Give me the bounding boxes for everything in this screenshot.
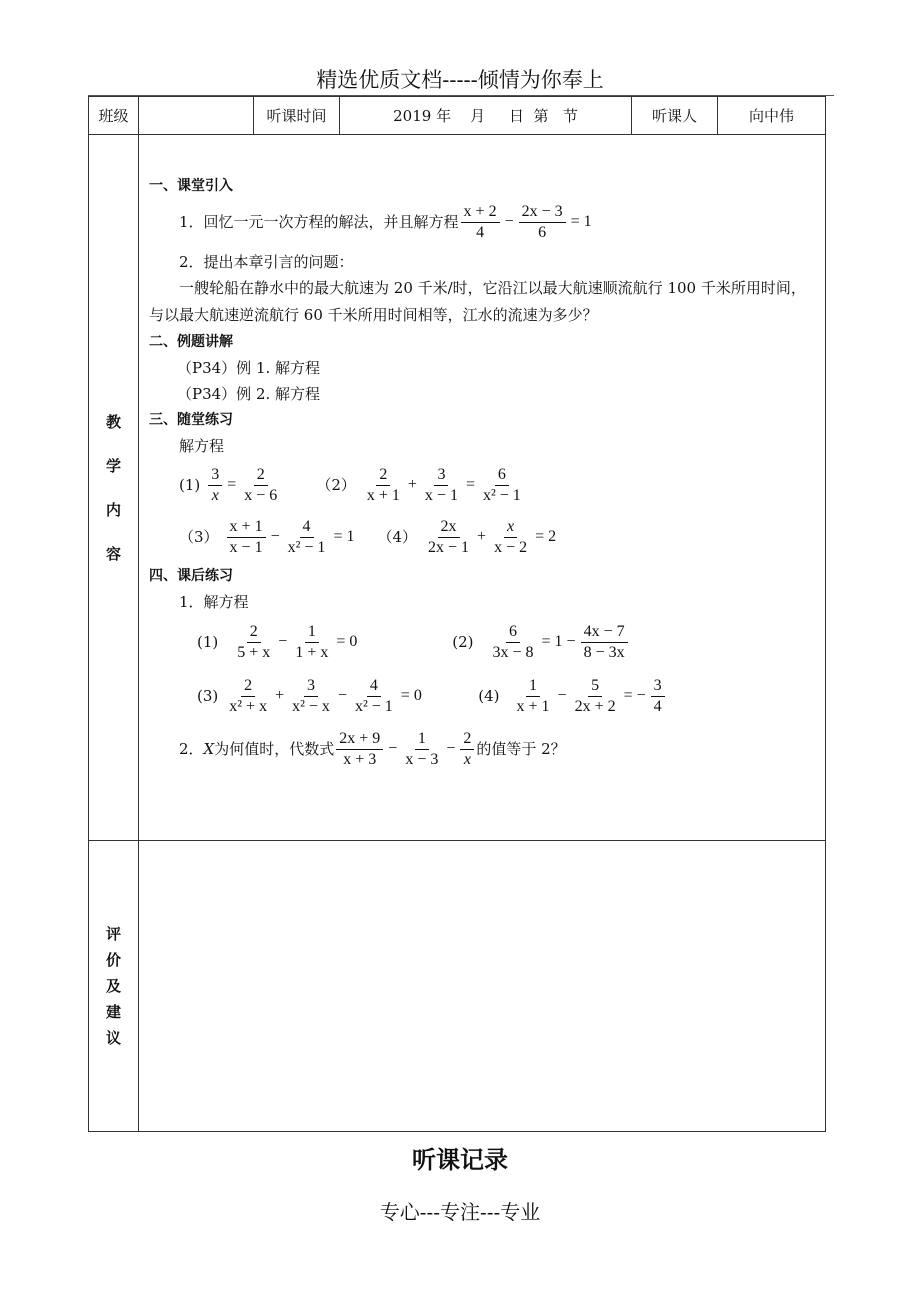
- example-2: （P34）例 2. 解方程: [177, 385, 321, 403]
- page-header: 精选优质文档-----倾情为你奉上: [316, 68, 604, 92]
- equation-homework-2: $\frac{6}{3x - 8}$ = 1 − $\frac{4x - 7}{8 - 3x}$: [488, 622, 630, 663]
- section-intro-title: 一、课堂引入: [149, 178, 233, 194]
- teaching-content: [139, 135, 826, 841]
- expression-question-2: $\frac{2x + 9}{x + 3}$ − $\frac{1}{x - 3}$ − $\frac{2}{x}$: [334, 729, 476, 770]
- section-homework-title: 四、课后练习: [149, 568, 233, 584]
- section-practice-title: 三、随堂练习: [149, 412, 233, 428]
- homework-row-1: (1) $\frac{2}{5 + x}$ − $\frac{1}{1 + x}$ = 0 (2) $\frac{6}{3x - 8}$ = 1 − $\frac{4x - 7}{8 - 3x}$: [149, 615, 815, 669]
- equation-homework-1: $\frac{2}{5 + x}$ − $\frac{1}{1 + x}$ = 0: [237, 622, 358, 661]
- equation-practice-4: $\frac{2x}{2x - 1}$ + $\frac{x}{x - 2}$ = 2: [428, 517, 557, 556]
- example-1: （P34）例 1. 解方程: [177, 359, 321, 377]
- time-label: 听课时间: [254, 97, 340, 135]
- intro-item-2: 2．提出本章引言的问题：: [179, 253, 354, 271]
- evaluation-label: 评 价 及 建 议: [89, 841, 139, 1132]
- practice-row-1: (1) $\frac{3}{x}$ = $\frac{2}{x - 6}$ （2） $\frac{2}{x + 1}$ + $\frac{3}{x - 1}$ = $\frac{6}{\text{x² − 1}}$: [149, 459, 815, 511]
- lesson-record-table: [88, 96, 826, 1132]
- homework-sub: 1．解方程: [179, 593, 249, 611]
- page-footer: 专心---专注---专业: [379, 1200, 541, 1224]
- homework-row-2: (3) $\frac{2}{\text{x² + x}}$ + $\frac{3}{\text{x² − x}}$ − $\frac{4}{\text{x² − 1}}$ = 0 (4) $\frac{1}{x + 1}$ − $\frac{5}{2x + 2}$ = − $\frac{3}{4}$: [149, 669, 815, 723]
- intro-problem: 一艘轮船在静水中的最大航速为 20 千米/时，它沿江以最大航速顺流航行 100 千米所用时间，与以最大航速逆流航行 60 千米所用时间相等，江水的流速为多少？: [149, 279, 806, 324]
- equation-practice-3: $\frac{x + 1}{x - 1}$ − $\frac{4}{\text{x² − 1}}$ = 1: [225, 517, 358, 558]
- homework-question-2: 2． X 为何值时，代数式 $\frac{2x + 9}{x + 3}$ − $\frac{1}{x - 3}$ − $\frac{2}{x}$ 的值等于 2？: [179, 729, 566, 768]
- content-label: 教 学 内 容: [89, 135, 139, 841]
- class-value: [139, 97, 254, 135]
- document-title: 听课记录: [412, 1145, 508, 1174]
- equation-practice-2: $\frac{2}{x + 1}$ + $\frac{3}{x - 1}$ = $\frac{6}{\text{x² − 1}}$: [366, 465, 521, 504]
- class-label: 班级: [89, 97, 139, 135]
- listener-value: 向中伟: [718, 97, 826, 135]
- evaluation-content[interactable]: [139, 841, 826, 1132]
- listener-label: 听课人: [632, 97, 718, 135]
- practice-row-2: （3） $\frac{x + 1}{x - 1}$ − $\frac{4}{\text{x² − 1}}$ = 1 （4） $\frac{2x}{2x - 1}$ + $\frac{x}{x - 2}$ = 2: [149, 511, 815, 563]
- intro-item-1: 1．回忆一元一次方程的解法，并且解方程 $\frac{x + 2}{4}$ − $\frac{2x - 3}{6}$ = 1: [149, 199, 815, 245]
- time-value: 2019 年 月 日 第 节: [340, 97, 632, 135]
- section-examples-title: 二、例题讲解: [149, 334, 233, 350]
- practice-sub: 解方程: [179, 437, 225, 455]
- equation-practice-1: $\frac{3}{x}$ = $\frac{2}{x - 6}$: [206, 465, 282, 506]
- equation-intro: $\frac{x + 2}{4}$ − $\frac{2x - 3}{6}$ = 1: [459, 202, 595, 243]
- equation-homework-3: $\frac{2}{\text{x² + x}}$ + $\frac{3}{\text{x² − x}}$ − $\frac{4}{\text{x² − 1}}$ = 0: [229, 676, 422, 715]
- equation-homework-4: $\frac{1}{x + 1}$ − $\frac{5}{2x + 2}$ = − $\frac{3}{4}$: [512, 676, 667, 717]
